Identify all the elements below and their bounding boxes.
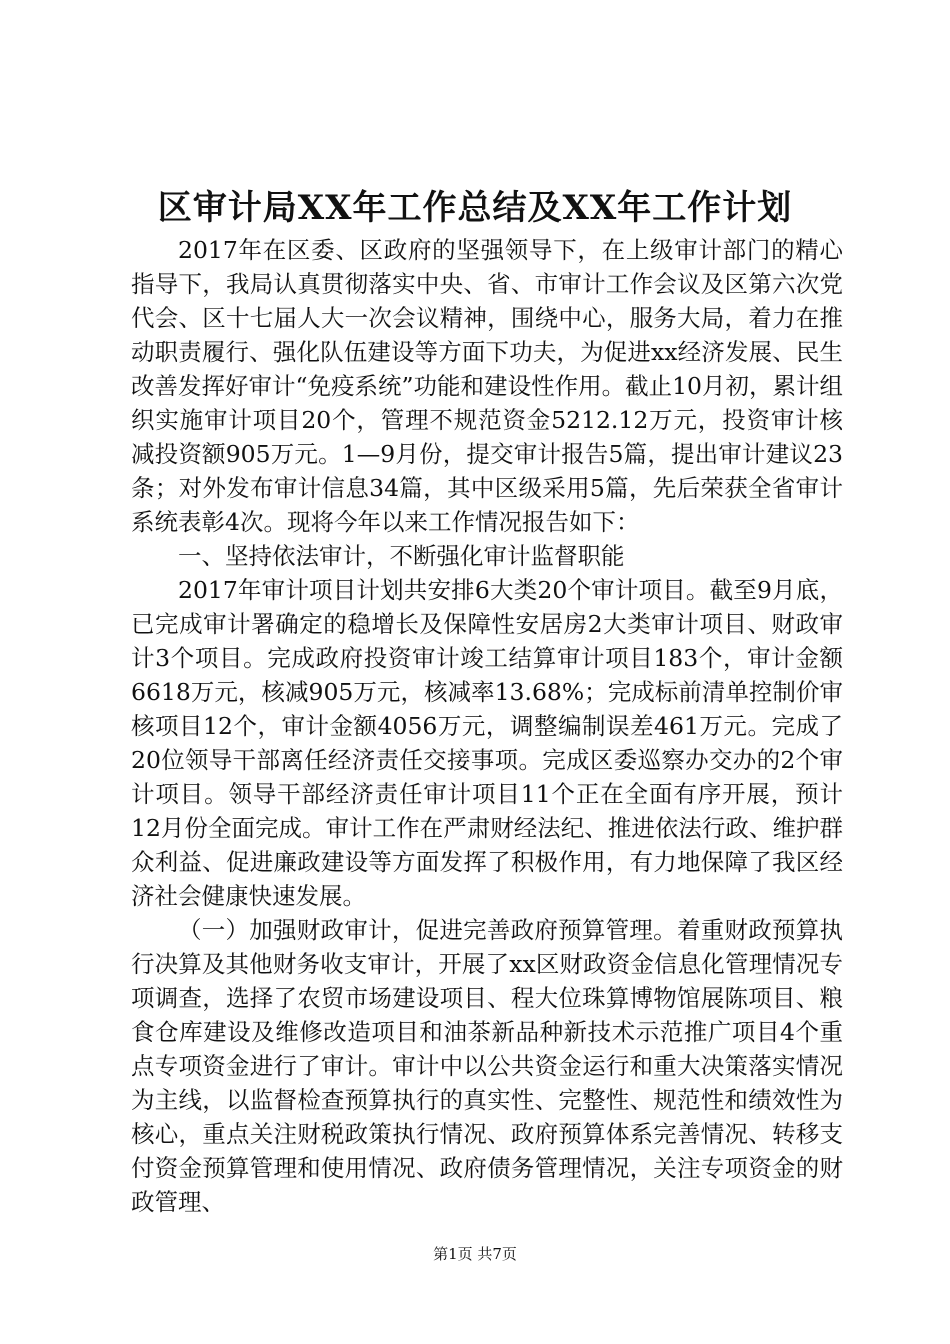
page-footer: 第1页 共7页 (433, 1245, 517, 1263)
paragraph-intro: 2017年在区委、区政府的坚强领导下，在上级审计部门的精心指导下，我局认真贯彻落实中央、省、市审计工作会议及区第六次党代会、区十七届人大一次会议精神，围绕中心，服务大局，着力在推动职责履行、强化队伍建设等方面下功夫，为促进xx经济发展、民生改善发挥好审计“免疫系统”功能和建设性作用。截止10月初，累计组织实施审计项目20个，管理不规范资金5212.12万元，投资审计核减投资额905万元。1—9月份，提交审计报告5篇，提出审计建议23条；对外发布审计信息34篇，其中区级采用5篇，先后荣获全省审计系统表彰4次。现将今年以来工作情况报告如下： (131, 236, 843, 536)
paragraph-fiscal-audit: （一）加强财政审计，促进完善政府预算管理。着重财政预算执行决算及其他财务收支审计，开展了xx区财政资金信息化管理情况专项调查，选择了农贸市场建设项目、程大位珠算博物馆展陈项目、粮食仓库建设及维修改造项目和油茶新品种新技术示范推广项目4个重点专项资金进行了审计。审计中以公共资金运行和重大决策落实情况为主线，以监督检查预算执行的真实性、完整性、规范性和绩效性为核心，重点关注财税政策执行情况、政府预算体系完善情况、转移支付资金预算管理和使用情况、政府债务管理情况，关注专项资金的财政管理、 (131, 916, 843, 1216)
paragraph-audit-plan: 2017年审计项目计划共安排6大类20个审计项目。截至9月底，已完成审计署确定的稳增长及保障性安居房2大类审计项目、财政审计3个项目。完成政府投资审计竣工结算审计项目183个，审计金额6618万元，核减905万元，核减率13.68%；完成标前清单控制价审核项目12个，审计金额4056万元，调整编制误差461万元。完成了20位领导干部离任经济责任交接事项。完成区委巡察办交办的2个审计项目。领导干部经济责任审计项目11个正在全面有序开展，预计12月份全面完成。审计工作在严肃财经法纪、推进依法行政、维护群众利益、促进廉政建设等方面发挥了积极作用，有力地保障了我区经济社会健康快速发展。 (131, 576, 843, 910)
section-heading-1: 一、坚持依法审计，不断强化审计监督职能 (178, 542, 625, 570)
document-body (131, 233, 843, 1219)
document-title: 区审计局XX年工作总结及XX年工作计划 (157, 188, 793, 228)
